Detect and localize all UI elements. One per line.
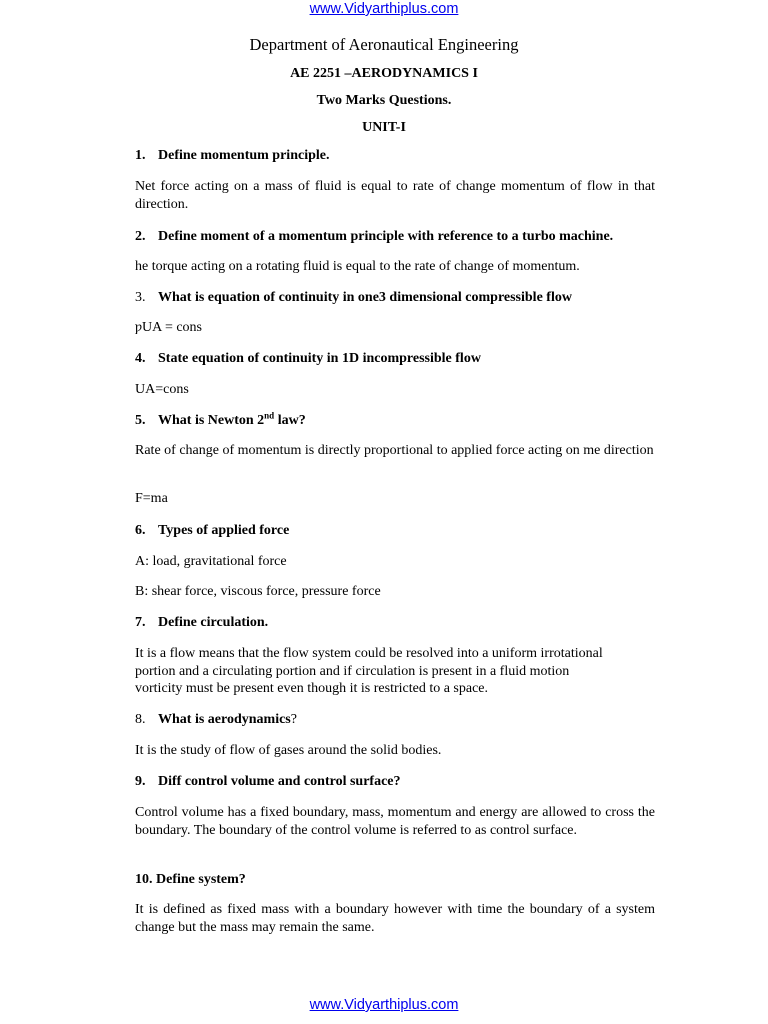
answer-4: UA=cons	[135, 382, 189, 397]
superscript: nd	[264, 410, 275, 421]
question-text: Diff control volume and control surface?	[158, 774, 401, 789]
question-number: 1.	[135, 148, 146, 163]
answer-2: he torque acting on a rotating fluid is equal to the rate of change of momentum.	[135, 259, 580, 274]
answer-10: It is defined as fixed mass with a boundary however with time the boundary of a system change but the mass may remain the same.	[135, 902, 655, 935]
answer-1: Net force acting on a mass of fluid is equal to rate of change momentum of flow in that direction.	[135, 179, 655, 212]
question-text: What is Newton 2	[158, 413, 265, 428]
course-title: AE 2251 –AERODYNAMICS I	[290, 66, 478, 81]
question-number: 4.	[135, 351, 146, 366]
question-number: 7.	[135, 615, 146, 630]
answer-5: Rate of change of momentum is directly proportional to applied force acting on me direction	[135, 443, 654, 458]
question-6	[135, 522, 655, 540]
question-number: 6.	[135, 523, 146, 538]
question-number: 5.	[135, 413, 146, 428]
question-number: 2.	[135, 229, 146, 244]
question-text: Define moment of a momentum principle with reference to a turbo machine.	[158, 229, 614, 244]
question-9	[135, 773, 655, 791]
answer-line: It is a flow means that the flow system could be resolved into a uniform irrotational	[135, 646, 603, 661]
question-number: 3.	[135, 290, 146, 305]
question-2	[135, 228, 655, 246]
question-3	[135, 289, 655, 307]
question-text: What is equation of continuity in one3 dimensional compressible flow	[158, 290, 572, 305]
question-text: Define circulation.	[158, 615, 269, 630]
question-text: Define system?	[156, 872, 246, 887]
question-number: 8.	[135, 712, 146, 727]
question-text: State equation of continuity in 1D incompressible flow	[158, 351, 481, 366]
answer-3: ƿUA = cons	[135, 320, 203, 335]
question-number: 9.	[135, 774, 146, 789]
question-text: Types of applied force	[158, 523, 290, 538]
question-10	[135, 871, 655, 889]
question-suffix: ?	[290, 712, 297, 727]
question-text: What is aerodynamics	[158, 712, 291, 727]
footer-website-link[interactable]: www.Vidyarthiplus.com	[309, 997, 459, 1013]
question-7	[135, 614, 655, 632]
question-5	[135, 412, 655, 430]
header-website-link[interactable]: www.Vidyarthiplus.com	[309, 1, 459, 17]
unit-heading: UNIT-I	[362, 120, 406, 135]
answer-8: It is the study of flow of gases around the solid bodies.	[135, 743, 442, 758]
answer-6a: A: load, gravitational force	[135, 554, 287, 569]
question-text: Define momentum principle.	[158, 148, 330, 163]
question-1	[135, 147, 655, 165]
answer-line: vorticity must be present even though it is restricted to a space.	[135, 681, 489, 696]
question-number: 10.	[135, 872, 153, 887]
document-subtitle: Two Marks Questions.	[316, 93, 452, 108]
answer-7	[135, 645, 655, 698]
answer-line: portion and a circulating portion and if circulation is present in a fluid motion	[135, 663, 570, 679]
answer-6b: B: shear force, viscous force, pressure force	[135, 584, 381, 599]
question-8	[135, 711, 655, 729]
question-4	[135, 350, 655, 368]
department-title: Department of Aeronautical Engineering	[249, 35, 519, 54]
answer-5-formula: F=ma	[135, 491, 168, 506]
question-text-end: law?	[274, 413, 306, 428]
answer-9: Control volume has a fixed boundary, mass, momentum and energy are allowed to cross the boundary. The boundary of the control volume is referred to as control surface.	[135, 805, 655, 838]
